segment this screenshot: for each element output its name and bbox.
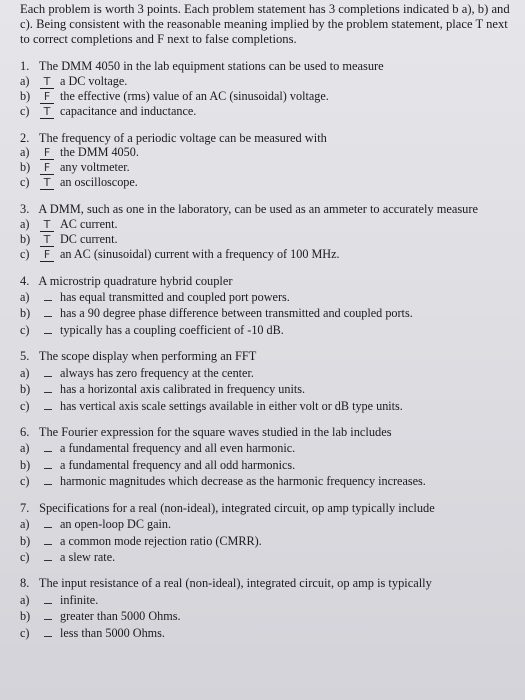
question-stem — [20, 501, 519, 516]
option-row — [20, 321, 519, 337]
option-text: greater than 5000 Ohms. — [60, 609, 181, 624]
option-letter: a) — [20, 145, 30, 159]
question-number: 5. — [20, 349, 30, 364]
answer-blank[interactable] — [44, 380, 52, 393]
option-row — [20, 472, 519, 488]
question-number: 6. — [20, 424, 30, 439]
option-row — [20, 439, 519, 455]
option-letter: b) — [20, 231, 31, 246]
option-row — [20, 380, 519, 396]
question-number: 8. — [20, 576, 30, 591]
answer-blank[interactable] — [44, 532, 52, 545]
option-letter: a) — [20, 216, 30, 231]
answer-blank[interactable] — [44, 591, 52, 604]
question-stem — [20, 274, 519, 289]
question-number: 3. — [20, 202, 30, 216]
option-row — [20, 397, 519, 413]
option-row — [20, 89, 519, 104]
instructions-paragraph: Each problem is worth 3 points. Each problem statement has 3 completions indicated b a), b) and c). Being consistent with the reasonable meaning implied by the problem statement, place T next to correct completions and F next to false completions. — [20, 2, 510, 46]
option-text: a slew rate. — [60, 549, 116, 564]
option-row — [20, 247, 519, 262]
question-8 — [20, 576, 519, 640]
answer-blank[interactable]: T — [40, 76, 54, 89]
option-letter: a) — [20, 365, 30, 380]
option-row — [20, 175, 519, 190]
question-6 — [20, 425, 519, 489]
answer-blank[interactable] — [44, 607, 52, 620]
answer-blank[interactable]: T — [40, 177, 54, 190]
answer-blank[interactable] — [44, 439, 52, 452]
answer-blank[interactable] — [44, 288, 52, 301]
question-text: Specifications for a real (non-ideal), integrated circuit, op amp typically include — [36, 500, 435, 515]
option-text: the DMM 4050. — [60, 145, 139, 159]
option-row — [20, 515, 519, 531]
option-text: the effective (rms) value of an AC (sinusoidal) voltage. — [60, 88, 329, 103]
option-row — [20, 548, 519, 564]
question-number: 7. — [20, 500, 30, 515]
option-text: DC current. — [60, 231, 118, 246]
option-text: a DC voltage. — [60, 73, 128, 88]
option-letter: b) — [20, 609, 31, 624]
question-text: The input resistance of a real (non-ideal), integrated circuit, op amp is typically — [36, 576, 432, 591]
option-text: an AC (sinusoidal) current with a frequency of 100 MHz. — [60, 246, 340, 261]
option-text: a fundamental frequency and all odd harmonics. — [60, 457, 296, 472]
answer-blank[interactable] — [44, 472, 52, 485]
option-row — [20, 304, 519, 320]
question-stem — [20, 349, 519, 364]
option-letter: a) — [20, 517, 30, 532]
answer-blank[interactable]: T — [40, 219, 54, 232]
question-5 — [20, 349, 519, 413]
option-text: a fundamental frequency and all even harmonic. — [60, 441, 296, 456]
option-letter: c) — [20, 625, 30, 640]
option-letter: a) — [20, 290, 30, 304]
answer-blank[interactable] — [44, 321, 52, 334]
option-letter: b) — [20, 306, 31, 321]
option-letter: b) — [20, 457, 31, 472]
question-4 — [20, 274, 519, 338]
answer-blank[interactable] — [44, 548, 52, 561]
question-3 — [20, 202, 519, 262]
answer-blank[interactable] — [44, 456, 52, 469]
question-stem — [20, 576, 519, 591]
question-7 — [20, 501, 519, 565]
option-row — [20, 532, 519, 548]
option-row — [20, 160, 519, 175]
answer-blank[interactable]: F — [40, 91, 54, 104]
answer-blank[interactable]: T — [40, 106, 54, 119]
answer-blank[interactable]: F — [40, 249, 54, 262]
question-stem — [20, 131, 519, 146]
option-text: has a horizontal axis calibrated in frequency units. — [60, 382, 306, 397]
option-letter: c) — [20, 246, 30, 261]
option-row — [20, 145, 519, 160]
option-letter: a) — [20, 592, 30, 607]
option-letter: c) — [20, 322, 30, 337]
option-row — [20, 607, 519, 623]
question-text: The frequency of a periodic voltage can be measured with — [36, 130, 327, 145]
option-letter: c) — [20, 103, 30, 118]
option-text: has a 90 degree phase difference between transmitted and coupled ports. — [60, 306, 413, 321]
question-number: 2. — [20, 130, 30, 145]
answer-blank[interactable] — [44, 364, 52, 377]
option-row — [20, 232, 519, 247]
question-stem — [20, 425, 519, 440]
option-text: harmonic magnitudes which decrease as the harmonic frequency increases. — [60, 474, 426, 489]
question-2 — [20, 131, 519, 191]
question-list — [20, 59, 519, 640]
option-text: always has zero frequency at the center. — [60, 365, 254, 380]
option-row — [20, 74, 519, 89]
answer-blank[interactable]: F — [40, 147, 54, 160]
option-row — [20, 456, 519, 472]
question-text: The Fourier expression for the square waves studied in the lab includes — [36, 424, 392, 439]
option-text: a common mode rejection ratio (CMRR). — [60, 533, 262, 548]
question-text: A DMM, such as one in the laboratory, can be used as an ammeter to accurately measure — [36, 202, 479, 216]
answer-blank[interactable] — [44, 397, 52, 410]
question-number: 4. — [20, 273, 30, 288]
option-letter: b) — [20, 88, 31, 103]
question-text: The scope display when performing an FFT — [36, 349, 257, 364]
answer-blank[interactable]: F — [40, 162, 54, 175]
answer-blank[interactable]: T — [40, 234, 54, 247]
question-stem — [20, 59, 519, 74]
option-row — [20, 217, 519, 232]
question-1 — [20, 59, 519, 119]
option-row — [20, 288, 519, 304]
option-text: any voltmeter. — [60, 160, 130, 174]
option-text: has equal transmitted and coupled port powers. — [60, 290, 290, 304]
answer-blank[interactable] — [44, 304, 52, 317]
option-text: an open-loop DC gain. — [60, 517, 172, 532]
option-letter: c) — [20, 549, 30, 564]
option-text: AC current. — [60, 216, 118, 231]
question-number: 1. — [20, 59, 30, 73]
question-text: The DMM 4050 in the lab equipment stations can be used to measure — [36, 59, 384, 73]
answer-blank[interactable] — [44, 624, 52, 637]
option-text: infinite. — [60, 592, 99, 607]
option-text: capacitance and inductance. — [60, 103, 197, 118]
option-text: less than 5000 Ohms. — [60, 625, 165, 640]
option-text: typically has a coupling coefficient of -10 dB. — [60, 322, 284, 337]
option-letter: a) — [20, 73, 30, 88]
option-letter: b) — [20, 382, 31, 397]
option-letter: c) — [20, 398, 30, 413]
question-text: A microstrip quadrature hybrid coupler — [36, 273, 233, 288]
option-row — [20, 364, 519, 380]
answer-blank[interactable] — [44, 515, 52, 528]
option-letter: c) — [20, 175, 30, 189]
option-letter: a) — [20, 441, 30, 456]
question-stem — [20, 202, 519, 217]
option-row — [20, 104, 519, 119]
option-letter: b) — [20, 160, 31, 174]
option-letter: b) — [20, 533, 31, 548]
option-letter: c) — [20, 474, 30, 489]
option-row — [20, 624, 519, 640]
option-text: has vertical axis scale settings available in either volt or dB type units. — [60, 398, 403, 413]
option-text: an oscilloscope. — [60, 175, 138, 189]
option-row — [20, 591, 519, 607]
